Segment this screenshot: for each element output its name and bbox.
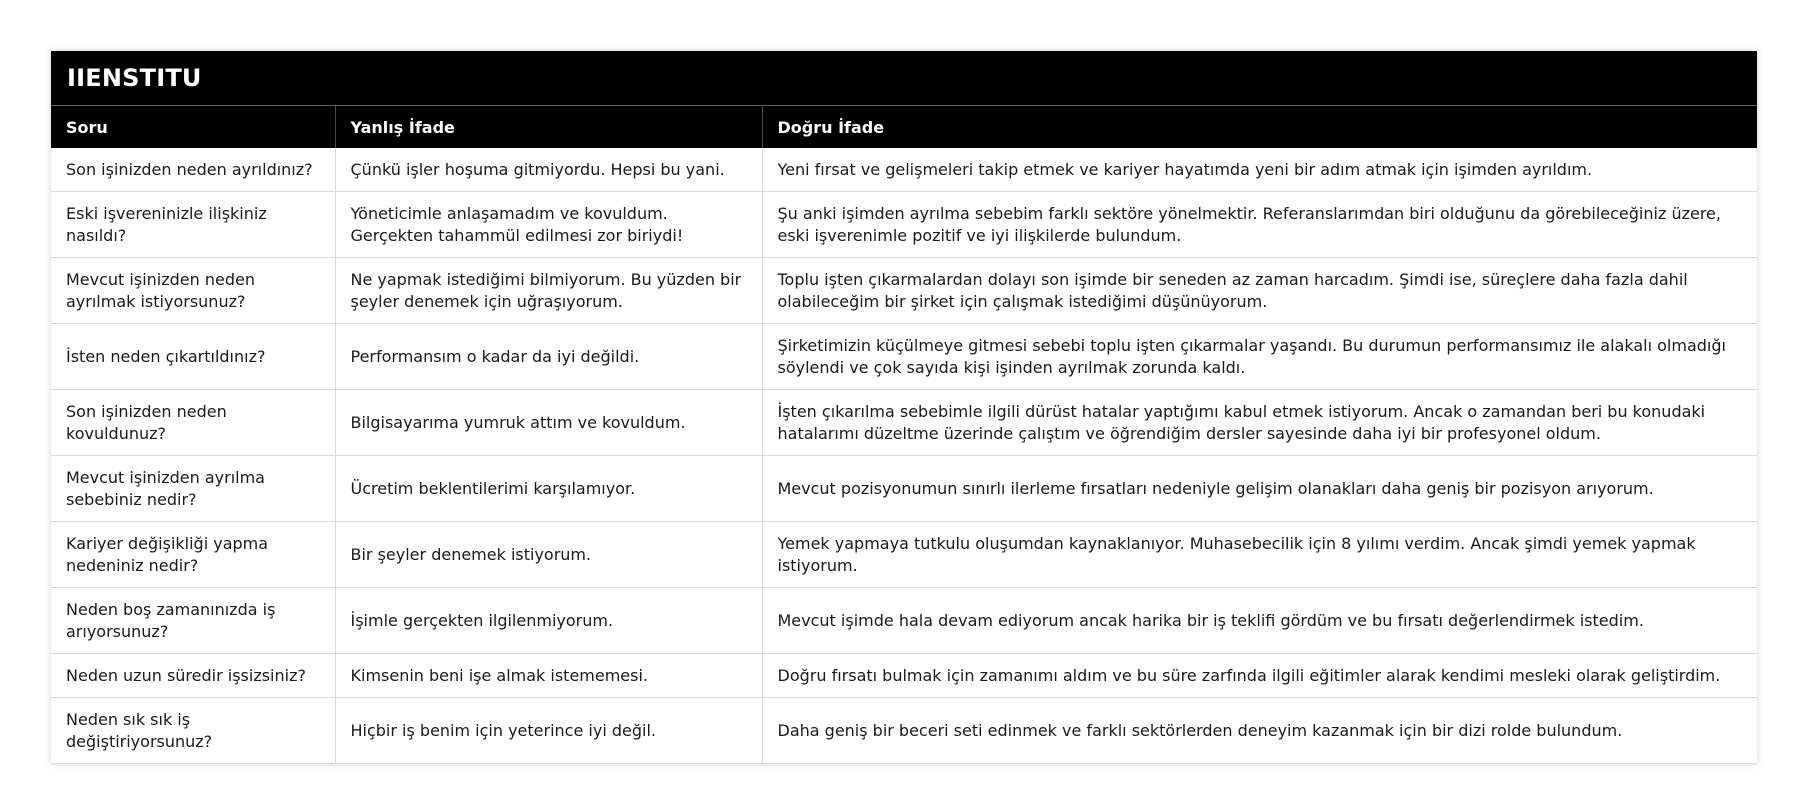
right-answer-cell: Yeni fırsat ve gelişmeleri takip etmek ve kariyer hayatımda yeni bir adım atmak için işimden ayrıldım. xyxy=(762,148,1757,192)
wrong-answer-cell: Hiçbir iş benim için yeterince iyi değil. xyxy=(335,698,762,764)
table-row xyxy=(51,456,1757,522)
right-answer-cell: İşten çıkarılma sebebimle ilgili dürüst hatalar yaptığımı kabul etmek istiyorum. Ancak o zamandan beri bu konudaki hatalarımı düzeltme üzerinde çalıştım ve öğrendiğim dersler sayesinde daha iyi bir profesyonel oldum. xyxy=(762,390,1757,456)
question-cell: İsten neden çıkartıldınız? xyxy=(51,324,335,390)
question-cell: Neden boş zamanınızda iş arıyorsunuz? xyxy=(51,588,335,654)
wrong-answer-cell: Ücretim beklentilerimi karşılamıyor. xyxy=(335,456,762,522)
column-header-question: Soru xyxy=(51,106,335,149)
right-answer-cell: Doğru fırsatı bulmak için zamanımı aldım ve bu süre zarfında ilgili eğitimler alarak kendimi mesleki olarak geliştirdim. xyxy=(762,654,1757,698)
wrong-answer-cell: Performansım o kadar da iyi değildi. xyxy=(335,324,762,390)
table-row xyxy=(51,654,1757,698)
wrong-answer-cell: Bir şeyler denemek istiyorum. xyxy=(335,522,762,588)
question-cell: Mevcut işinizden neden ayrılmak istiyorsunuz? xyxy=(51,258,335,324)
column-header-wrong: Yanlış İfade xyxy=(335,106,762,149)
table-title: IIENSTITU xyxy=(51,51,1757,105)
wrong-answer-cell: Kimsenin beni işe almak istememesi. xyxy=(335,654,762,698)
table-row xyxy=(51,324,1757,390)
right-answer-cell: Mevcut işimde hala devam ediyorum ancak harika bir iş teklifi gördüm ve bu fırsatı değerlendirmek istedim. xyxy=(762,588,1757,654)
table-row xyxy=(51,588,1757,654)
table-row xyxy=(51,148,1757,192)
right-answer-cell: Şirketimizin küçülmeye gitmesi sebebi toplu işten çıkarmalar yaşandı. Bu durumun performansımız ile alakalı olmadığı söylendi ve çok sayıda kişi işinden ayrılmak zorunda kaldı. xyxy=(762,324,1757,390)
right-answer-cell: Mevcut pozisyonumun sınırlı ilerleme fırsatları nedeniyle gelişim olanakları daha geniş bir pozisyon arıyorum. xyxy=(762,456,1757,522)
right-answer-cell: Yemek yapmaya tutkulu oluşumdan kaynaklanıyor. Muhasebecilik için 8 yılımı verdim. Ancak şimdi yemek yapmak istiyorum. xyxy=(762,522,1757,588)
wrong-answer-cell: Yöneticimle anlaşamadım ve kovuldum. Gerçekten tahammül edilmesi zor biriydi! xyxy=(335,192,762,258)
comparison-table-card xyxy=(51,51,1757,764)
right-answer-cell: Toplu işten çıkarmalardan dolayı son işimde bir seneden az zaman harcadım. Şimdi ise, süreçlere daha fazla dahil olabileceğim bir şirket için çalışmak istediğimi düşünüyorum. xyxy=(762,258,1757,324)
wrong-answer-cell: Ne yapmak istediğimi bilmiyorum. Bu yüzden bir şeyler denemek için uğraşıyorum. xyxy=(335,258,762,324)
table-row xyxy=(51,698,1757,764)
question-cell: Neden sık sık iş değiştiriyorsunuz? xyxy=(51,698,335,764)
table-row xyxy=(51,258,1757,324)
question-cell: Mevcut işinizden ayrılma sebebiniz nedir? xyxy=(51,456,335,522)
header-row xyxy=(51,106,1757,149)
wrong-answer-cell: İşimle gerçekten ilgilenmiyorum. xyxy=(335,588,762,654)
question-cell: Kariyer değişikliği yapma nedeniniz nedir? xyxy=(51,522,335,588)
wrong-answer-cell: Çünkü işler hoşuma gitmiyordu. Hepsi bu yani. xyxy=(335,148,762,192)
question-cell: Neden uzun süredir işsizsiniz? xyxy=(51,654,335,698)
comparison-table xyxy=(51,105,1757,764)
wrong-answer-cell: Bilgisayarıma yumruk attım ve kovuldum. xyxy=(335,390,762,456)
table-row xyxy=(51,192,1757,258)
question-cell: Son işinizden neden ayrıldınız? xyxy=(51,148,335,192)
right-answer-cell: Daha geniş bir beceri seti edinmek ve farklı sektörlerden deneyim kazanmak için bir dizi rolde bulundum. xyxy=(762,698,1757,764)
column-header-right: Doğru İfade xyxy=(762,106,1757,149)
right-answer-cell: Şu anki işimden ayrılma sebebim farklı sektöre yönelmektir. Referanslarımdan biri olduğunu da görebileceğiniz üzere, eski işverenimle pozitif ve iyi ilişkilerde bulundum. xyxy=(762,192,1757,258)
table-row xyxy=(51,390,1757,456)
table-row xyxy=(51,522,1757,588)
question-cell: Eski işvereninizle ilişkiniz nasıldı? xyxy=(51,192,335,258)
question-cell: Son işinizden neden kovuldunuz? xyxy=(51,390,335,456)
